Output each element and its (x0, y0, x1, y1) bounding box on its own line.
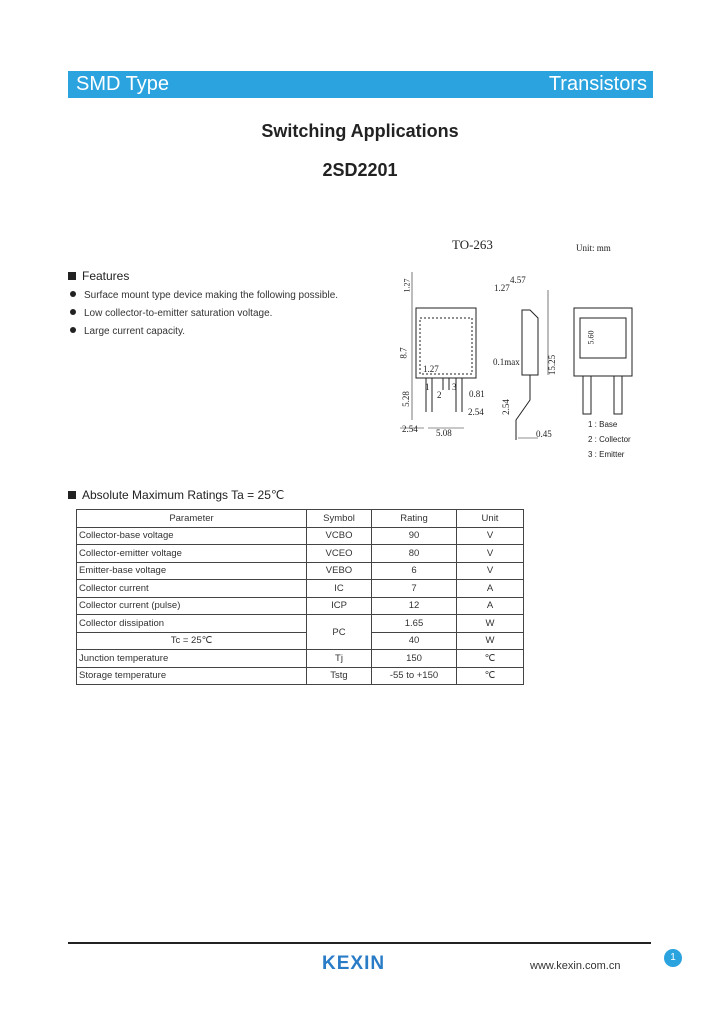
table-header-row (77, 510, 524, 528)
dim-8: 0.81 (469, 389, 485, 399)
pin-legend-base: 1 : Base (588, 420, 618, 429)
square-bullet-icon (68, 272, 76, 280)
list-item: Large current capacity. (70, 325, 338, 343)
dim-3: 1.27 (494, 283, 510, 293)
col-header-rating: Rating (372, 510, 457, 528)
back-lead-1 (583, 376, 591, 414)
dim-12: 2.54 (500, 399, 511, 415)
pin-legend-collector: 2 : Collector (588, 435, 631, 444)
table-row: Junction temperature Tj 150 ℃ (77, 650, 524, 668)
website-link[interactable]: www.kexin.com.cn (530, 960, 621, 972)
dim-4: 8.7 (398, 347, 409, 359)
package-unit: Unit: mm (576, 243, 611, 253)
dim-9: 2.54 (468, 407, 484, 417)
pin-number-3: 3 (452, 382, 457, 392)
square-bullet-icon (68, 491, 76, 499)
dim-14: 5.60 (586, 330, 596, 345)
table-row: Collector-base voltage VCBO 90 V (77, 527, 524, 545)
package-name: TO-263 (452, 237, 493, 252)
dim-5: 0.1max (493, 357, 520, 367)
dim-15: 1.27 (423, 364, 439, 374)
dim-7: 5.28 (400, 391, 411, 407)
bullet-icon (70, 327, 76, 333)
features-heading: Features (68, 269, 129, 283)
table-row: Emitter-base voltage VEBO 6 V (77, 562, 524, 580)
features-list (70, 289, 338, 343)
ratings-heading: Absolute Maximum Ratings Ta = 25℃ (68, 488, 284, 502)
page-title: Switching Applications (261, 121, 459, 141)
list-item: Surface mount type device making the following possible. (70, 289, 338, 307)
dim-10: 2.54 (402, 424, 418, 434)
col-header-unit: Unit (457, 510, 524, 528)
dim-6: 15.25 (547, 354, 558, 376)
dim-13: 0.45 (536, 429, 552, 439)
list-item: Low collector-to-emitter saturation voltage. (70, 307, 338, 325)
side-view-body (522, 310, 538, 375)
bullet-icon (70, 309, 76, 315)
bullet-icon (70, 291, 76, 297)
table-row: Storage temperature Tstg -55 to +150 ℃ (77, 667, 524, 685)
header-bar (68, 71, 653, 98)
col-header-symbol: Symbol (307, 510, 372, 528)
pin-legend-emitter: 3 : Emitter (588, 450, 625, 459)
dim-2: 4.57 (510, 275, 526, 285)
table-row: Collector current IC 7 A (77, 580, 524, 598)
dim-1: 1.27 (402, 278, 412, 293)
part-number: 2SD2201 (322, 160, 398, 180)
table-row: Collector dissipation PC 1.65 W (77, 615, 524, 633)
col-header-parameter: Parameter (77, 510, 307, 528)
table-row: Collector current (pulse) ICP 12 A (77, 597, 524, 615)
side-view-lead (516, 375, 530, 440)
header-category: SMD Type (76, 73, 169, 95)
page-number: 1 (664, 949, 682, 967)
pin-number-2: 2 (437, 390, 442, 400)
dim-11: 5.08 (436, 428, 452, 438)
table-row: Collector-emitter voltage VCEO 80 V (77, 545, 524, 563)
ratings-table (76, 509, 524, 685)
footer-divider (68, 942, 651, 944)
kexin-logo: KEXIN (322, 953, 386, 974)
table-row: Tc = 25℃ 40 W (77, 632, 524, 650)
header-product-type: Transistors (548, 73, 647, 95)
back-lead-3 (614, 376, 622, 414)
pin-number-1: 1 (425, 382, 430, 392)
